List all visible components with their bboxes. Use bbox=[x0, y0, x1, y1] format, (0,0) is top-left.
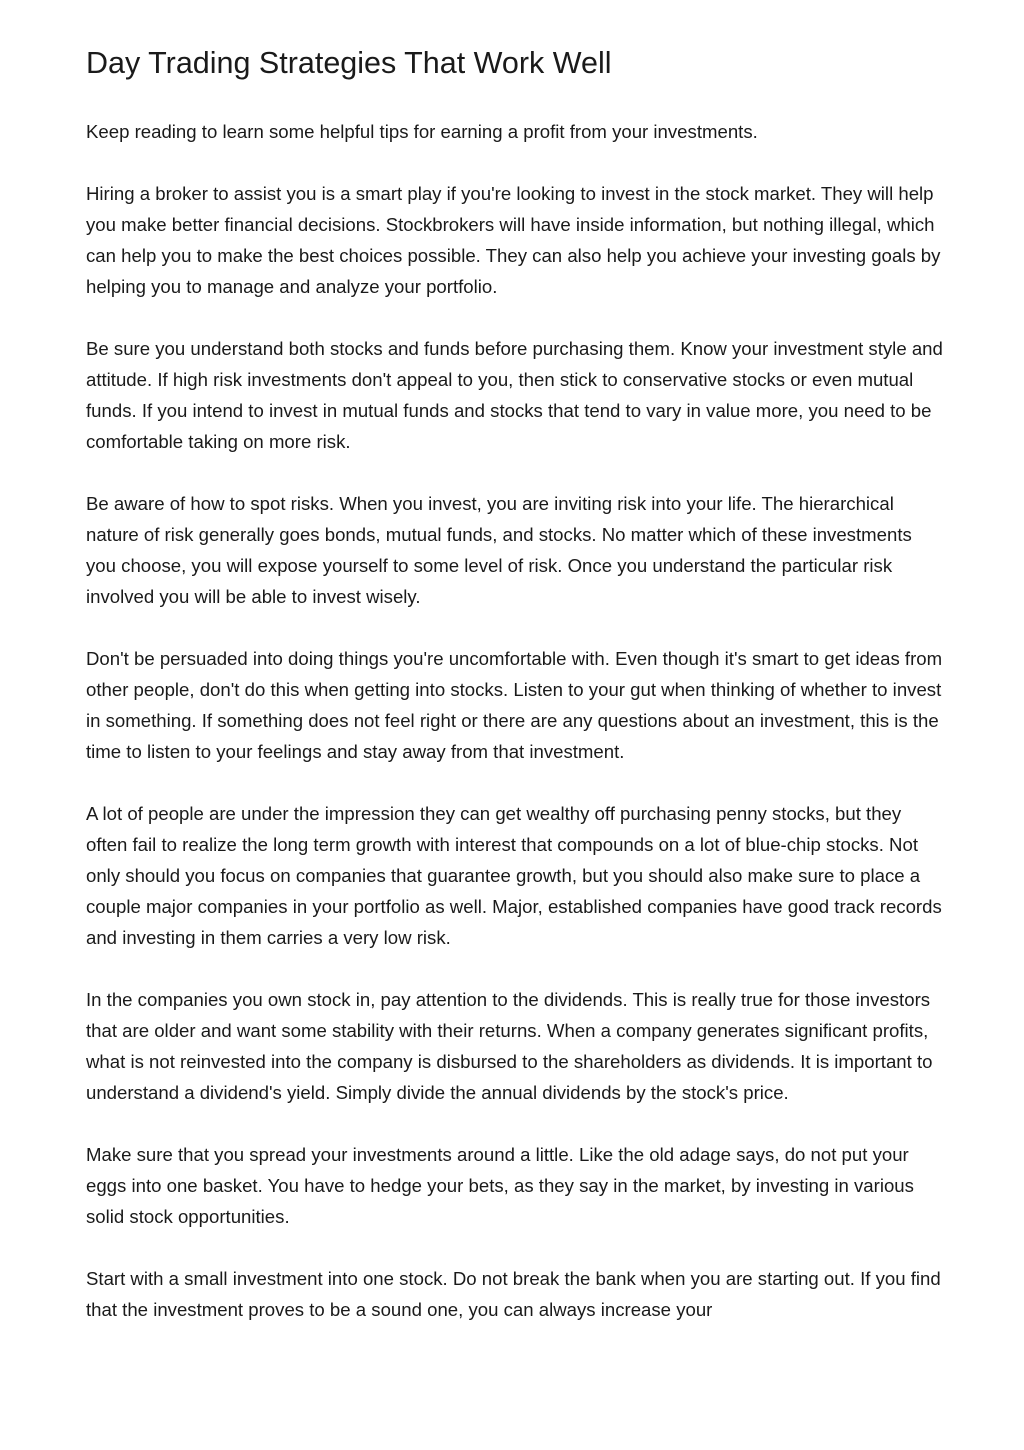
paragraph-stocks-funds: Be sure you understand both stocks and funds before purchasing them. Know your investment style and attitude. If high risk investments don't appeal to you, then stick to conservative stocks or even mutual funds. If you intend to invest in mutual funds and stocks that tend to vary in value more, you need to be comfortable taking on more risk. bbox=[86, 338, 943, 452]
paragraph-dividends: In the companies you own stock in, pay attention to the dividends. This is really true for those investors that are older and want some stability with their returns. When a company generates significant profits, what is not reinvested into the company is disbursed to the shareholders as dividends. It is important to understand a dividend's yield. Simply divide the annual dividends by the stock's price. bbox=[86, 989, 933, 1103]
paragraph-spread-investments: Make sure that you spread your investments around a little. Like the old adage says, do not put your eggs into one basket. You have to hedge your bets, as they say in the market, by investing in various solid stock opportunities. bbox=[86, 1144, 914, 1227]
paragraph-broker: Hiring a broker to assist you is a smart play if you're looking to invest in the stock market. They will help you make better financial decisions. Stockbrokers will have inside information, but nothing illegal, which can help you to make the best choices possible. They can also help you achieve your investing goals by helping you to manage and analyze your portfolio. bbox=[86, 183, 941, 297]
paragraph-penny-stocks: A lot of people are under the impression they can get wealthy off purchasing penny stocks, but they often fail to realize the long term growth with interest that compounds on a lot of blue-chip stocks. Not only should you focus on companies that guarantee growth, but you should also make sure to place a couple major companies in your portfolio as well. Major, established companies have good track records and investing in them carries a very low risk. bbox=[86, 803, 942, 948]
paragraph-persuaded: Don't be persuaded into doing things you're uncomfortable with. Even though it's smart to get ideas from other people, don't do this when getting into stocks. Listen to your gut when thinking of whether to invest in something. If something does not feel right or there are any questions about an investment, this is the time to listen to your feelings and stay away from that investment. bbox=[86, 648, 943, 762]
paragraph-small-investment: Start with a small investment into one stock. Do not break the bank when you are starting out. If you find that the investment proves to be a sound one, you can always increase your bbox=[86, 1268, 941, 1320]
document-title: Day Trading Strategies That Work Well bbox=[86, 46, 612, 80]
paragraph-intro: Keep reading to learn some helpful tips for earning a profit from your investments. bbox=[86, 121, 758, 142]
document-body bbox=[86, 40, 946, 1356]
paragraph-risks: Be aware of how to spot risks. When you invest, you are inviting risk into your life. The hierarchical nature of risk generally goes bonds, mutual funds, and stocks. No matter which of these investments you choose, you will expose yourself to some level of risk. Once you understand the particular risk involved you will be able to invest wisely. bbox=[86, 493, 912, 607]
